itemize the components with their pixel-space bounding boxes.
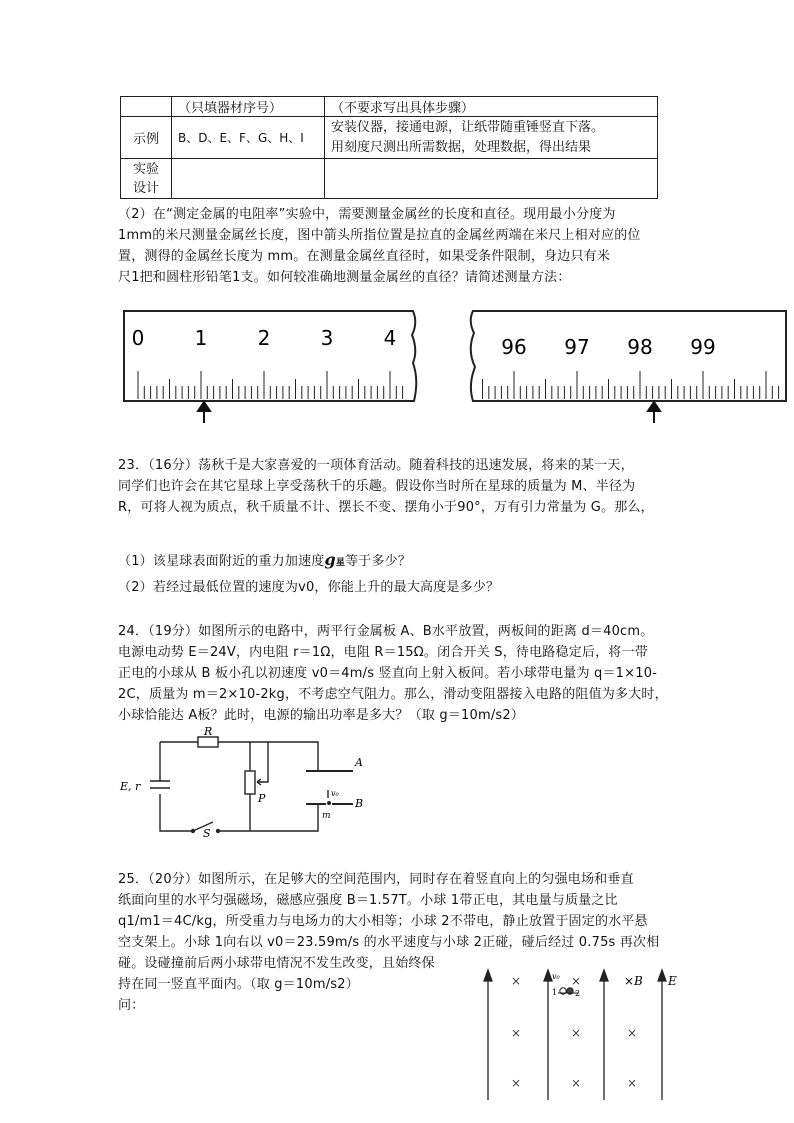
table-design-row (121, 159, 658, 199)
ruler-label-2: 2 (257, 326, 271, 350)
ball-1-label: 1 (552, 988, 558, 997)
q25-line-3: q1/m1＝4C/kg，所受重力与电场力的大小相等；小球 2不带电，静止放置于固定的水平悬 (118, 914, 648, 929)
q24-line-4: 2C，质量为 m＝2×10-2kg，不考虑空气阻力。那么，滑动变阻器接入电路的阻值为多大时， (118, 687, 668, 702)
example-label: 示例 (121, 117, 172, 159)
ruler-label-99: 99 (690, 335, 716, 359)
switch-s-icon (193, 804, 318, 831)
resistor-r-icon (198, 737, 218, 747)
example-steps (325, 117, 658, 159)
circuit-label-b: B (355, 797, 364, 810)
ruler-label-3: 3 (320, 326, 334, 350)
q23-sub1 (118, 550, 411, 573)
table-header-row (121, 97, 658, 117)
field-cross: × (510, 1026, 522, 1040)
q24-line-5: 小球恰能达 A板？此时，电源的输出功率是多大？（取 g＝10m/s2） (118, 708, 525, 723)
design-steps-cell[interactable] (325, 159, 658, 199)
field-cross: × (570, 974, 582, 988)
ruler-label-98: 98 (627, 335, 653, 359)
arrow-left-end-icon (198, 402, 210, 423)
ball-v0-label: v₀ (552, 972, 560, 981)
design-label (121, 159, 172, 199)
q24-line-2: 电源电动势 E＝24V，内电阻 r＝1Ω，电阻 R＝15Ω。闭合开关 S，待电路稳定后，将一带 (118, 645, 648, 660)
field-cross: × (626, 1076, 638, 1090)
ruler-label-4: 4 (383, 326, 397, 350)
q23-sub1-text: （1）该星球表面附近的重力加速度 (118, 554, 325, 569)
field-label-b: ×B (624, 974, 643, 988)
q22-line-2: 1mm的米尺测量金属丝长度，图中箭头所指位置是拉直的金属丝两端在米尺上相对应的位 (118, 228, 641, 243)
example-materials: B、D、E、F、G、H、I (172, 117, 325, 159)
experiment-table (120, 96, 658, 199)
q23-sub2: （2）若经过最低位置的速度为v0，你能上升的最大高度是多少？ (118, 580, 500, 595)
q25-line-7: 问： (118, 998, 145, 1013)
q23-sub1-end: 等于多少？ (345, 554, 412, 569)
circuit-label-m: m (322, 811, 331, 821)
q24-line-3: 正电的小球从 B 板小孔以初速度 v0＝4m/s 竖直向上射入板间。若小球带电量为 q＝1×10- (118, 666, 658, 681)
field-diagram (478, 965, 694, 1100)
field-cross: × (570, 1076, 582, 1090)
design-label-line-1: 实验 (132, 161, 159, 177)
rheostat-p-icon (245, 771, 255, 794)
circuit-diagram (118, 726, 378, 838)
example-step-2: 用刻度尺测出所需数据，处理数据，得出结果 (331, 139, 592, 155)
circuit-label-er: E, r (120, 780, 141, 793)
circuit-label-a: A (355, 756, 363, 769)
ruler-label-97: 97 (564, 335, 590, 359)
meter-ruler-figure (118, 305, 794, 430)
q24-line-1: 24．（19分）如图所示的电路中，两平行金属板 A、B水平放置，两板间的距离 d＝40cm。 (118, 624, 654, 639)
q22-line-1: （2）在“测定金属的电阻率”实验中，需要测量金属丝的长度和直径。现用最小分度为 (118, 207, 616, 222)
field-cross: × (626, 1026, 638, 1040)
q22-line-3: 置，测得的金属丝长度为 mm。在测量金属丝直径时，如果受条件限制，身边只有米 (118, 249, 611, 264)
ball-2-label: 2 (575, 989, 581, 998)
design-materials-cell[interactable] (172, 159, 325, 199)
table-example-row (121, 117, 658, 159)
q23-line-3: R，可将人视为质点，秋千质量不计、摆长不变、摆角小于90°，万有引力常量为 G。那么， (118, 500, 654, 515)
q23-line-2: 同学们也许会在其它星球上享受荡秋千的乐趣。假设你当时所在星球的质量为 M、半径为 (118, 479, 636, 494)
q23-line-1: 23．（16分）荡秋千是大家喜爱的一项体育活动。随着科技的迅速发展，将来的某一天， (118, 458, 634, 473)
example-step-1: 安装仪器，接通电源，让纸带随重锤竖直下落。 (331, 119, 605, 135)
q23-g-symbol: g (324, 550, 336, 569)
battery-icon (150, 781, 170, 788)
q23-g-subscript: 星 (335, 558, 346, 568)
circuit-label-r: R (204, 726, 213, 738)
charged-ball-icon (327, 801, 331, 805)
field-label-e: E (668, 974, 677, 988)
q25-line-4: 空支架上。小球 1向右以 v0＝23.59m/s 的水平速度与小球 2正碰，碰后经过 0.75s 再次相 (118, 935, 660, 950)
design-label-line-2: 设计 (132, 180, 159, 196)
table-header-steps: （不要求写出具体步骤） (325, 97, 658, 117)
q25-line-1: 25．（20分）如图所示，在足够大的空间范围内，同时存在着竖直向上的匀强电场和垂直 (118, 872, 634, 887)
circuit-label-p: P (258, 792, 266, 805)
field-cross: × (570, 1026, 582, 1040)
q25-line-6: 持在同一竖直平面内。（取 g＝10m/s2） (118, 977, 359, 992)
table-header-blank (121, 97, 172, 117)
field-cross: × (510, 974, 522, 988)
arrow-right-end-icon (648, 402, 660, 423)
ruler-label-1: 1 (194, 326, 208, 350)
q22-line-4: 尺1把和圆柱形铅笔1支。如何较准确地测量金属丝的直径？请简述测量方法： (118, 270, 571, 285)
ruler-label-96: 96 (501, 335, 527, 359)
field-cross: × (510, 1076, 522, 1090)
circuit-label-s: S (203, 827, 211, 838)
q25-line-2: 纸面向里的水平匀强磁场，磁感应强度 B＝1.57T。小球 1带正电，其电量与质量之比 (118, 893, 618, 908)
circuit-label-v0: v₀ (331, 789, 339, 798)
q25-line-5: 碰。设碰撞前后两小球带电情况不发生改变，且始终保 (118, 956, 435, 971)
table-header-materials: （只填器材序号） (172, 97, 325, 117)
ruler-label-0: 0 (131, 326, 145, 350)
